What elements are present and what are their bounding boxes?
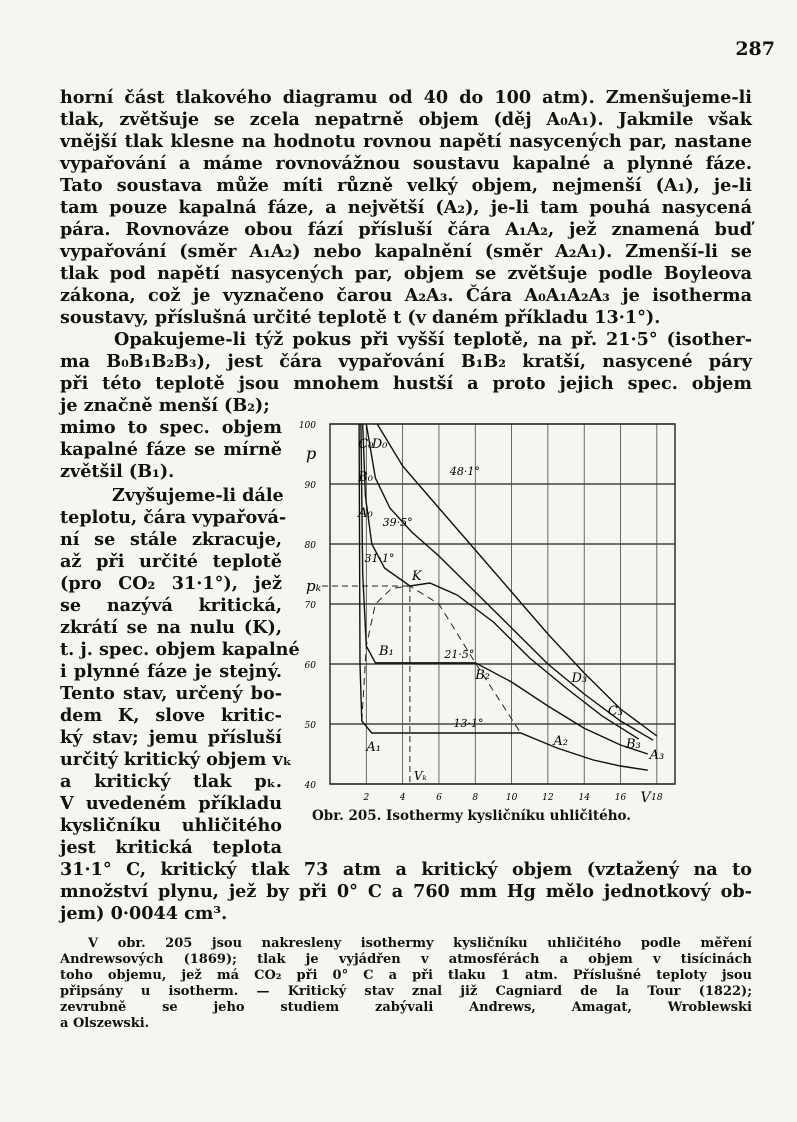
text-line: Zvyšujeme-li dále bbox=[112, 485, 284, 506]
point-label: B₁ bbox=[379, 644, 394, 659]
x-tick-label: 18 bbox=[651, 793, 663, 803]
y-tick-label: 40 bbox=[304, 781, 316, 791]
x-tick-label: 14 bbox=[578, 793, 590, 803]
point-label: A₁ bbox=[366, 740, 381, 755]
isotherm-label: 39·5° bbox=[382, 516, 413, 529]
text-line: zákona, což je vyznačeno čarou A₂A₃. Čára A₀A₁A₂A₃ je isotherma bbox=[60, 285, 752, 306]
text-line: horní část tlakového diagramu od 40 do 100 atm). Zmenšujeme-li bbox=[60, 87, 752, 108]
text-line: Opakujeme-li týž pokus při vyšší teplotě, na př. 21·5° (isother- bbox=[114, 329, 752, 350]
text-line: tlak pod napětí nasycených par, objem se zvětšuje podle Boyleova bbox=[60, 263, 752, 284]
critical-pressure-label: pₖ bbox=[306, 577, 322, 595]
point-label: B₀ bbox=[358, 470, 373, 485]
isotherm-label: 48·1° bbox=[449, 465, 480, 478]
text-line: mimo to spec. objem bbox=[60, 417, 282, 438]
y-tick-label: 60 bbox=[304, 661, 316, 671]
point-label: C₀ bbox=[358, 437, 374, 452]
text-line: kysličníku uhličitého bbox=[60, 815, 282, 836]
text-line: se nazývá kritická, bbox=[60, 595, 282, 616]
y-tick-label: 80 bbox=[304, 541, 316, 551]
text-line: vypařování a máme rovnovážnou soustavu kapalné a plynné fáze. bbox=[60, 153, 752, 174]
footnote-line: V obr. 205 jsou nakresleny isothermy kysličníku uhličitého podle měření bbox=[88, 936, 752, 951]
isotherm-215 bbox=[361, 424, 648, 754]
text-line: dem K, slove kritic- bbox=[60, 705, 282, 726]
x-tick-label: 4 bbox=[399, 793, 406, 803]
text-line: (pro CO₂ 31·1°), jež bbox=[60, 573, 282, 594]
text-line: zkrátí se na nulu (K), bbox=[60, 617, 282, 638]
x-tick-label: 10 bbox=[505, 793, 518, 803]
isotherm-395 bbox=[366, 424, 653, 740]
page-number: 287 bbox=[735, 38, 775, 60]
point-label: A₃ bbox=[649, 747, 665, 763]
figure-caption: Obr. 205. Isothermy kysličníku uhličitého. bbox=[312, 808, 631, 824]
text-line: i plynné fáze je stejný. bbox=[60, 661, 282, 682]
text-line: až při určité teplotě bbox=[60, 551, 282, 572]
footnote-line: zevrubně se jeho studiem zabývali Andrews, Amagat, Wroblewski bbox=[60, 1000, 752, 1015]
text-line: V uvedeném příkladu bbox=[60, 793, 282, 814]
isotherm-label: 21·5° bbox=[444, 648, 475, 661]
x-tick-label: 12 bbox=[542, 793, 554, 803]
y-tick-label: 100 bbox=[298, 421, 316, 431]
text-line: Tento stav, určený bo- bbox=[60, 683, 282, 704]
x-tick-label: 2 bbox=[363, 793, 370, 803]
text-line: a kritický tlak pₖ. bbox=[60, 771, 282, 792]
text-line: jest kritická teplota bbox=[60, 837, 282, 858]
footnote-line: Andrewsových (1869); tlak je vyjádřen v atmosférách a objem v tisícinách bbox=[60, 952, 752, 967]
y-tick-label: 90 bbox=[304, 481, 316, 491]
critical-point-label: K bbox=[411, 569, 422, 584]
text-line: určitý kritický objem vₖ bbox=[60, 749, 292, 770]
chart-grid bbox=[299, 421, 675, 803]
text-line: ní se stále zkracuje, bbox=[60, 529, 282, 550]
text-line: Tato soustava může míti různě velký objem, nejmenší (A₁), je-li bbox=[60, 175, 752, 196]
text-line: 31·1° C, kritický tlak 73 atm a kritický objem (vztažený na to bbox=[60, 859, 752, 880]
text-line: teplotu, čára vypařová- bbox=[60, 507, 287, 528]
y-tick-label: 50 bbox=[304, 721, 316, 731]
x-tick-label: 6 bbox=[436, 793, 442, 803]
y-axis-label: p bbox=[306, 444, 317, 463]
footnote-line: toho objemu, jež má CO₂ při 0° C a při tlaku 1 atm. Příslušné teploty jsou bbox=[60, 968, 752, 983]
critical-volume-label: Vₖ bbox=[413, 769, 427, 783]
text-line: zvětšil (B₁). bbox=[60, 461, 175, 482]
y-tick-label: 70 bbox=[304, 601, 316, 611]
isotherm-label: 13·1° bbox=[453, 717, 484, 730]
text-line: ký stav; jemu přísluší bbox=[60, 727, 282, 748]
text-line: ma B₀B₁B₂B₃), jest čára vypařování B₁B₂ kratší, nasycené páry bbox=[60, 351, 752, 372]
point-label: D₀ bbox=[371, 437, 388, 452]
saturation-boundary bbox=[362, 586, 521, 733]
text-line: soustavy, příslušná určité teplotě t (v daném příkladu 13·1°). bbox=[60, 307, 661, 328]
text-line: vnější tlak klesne na hodnotu rovnou napětí nasycených par, nastane bbox=[60, 131, 752, 152]
point-label: B₃ bbox=[625, 737, 641, 752]
point-label: C₃ bbox=[607, 704, 623, 719]
x-axis-label: V bbox=[640, 790, 651, 804]
text-line: kapalné fáze se mírně bbox=[60, 439, 282, 460]
text-line: při této teplotě jsou mnohem hustší a proto jejich spec. objem bbox=[60, 373, 752, 394]
text-line: jem) 0·0044 cm³. bbox=[60, 903, 228, 924]
text-line: vypařování (směr A₁A₂) nebo kapalnění (směr A₂A₁). Zmenší-li se bbox=[60, 241, 752, 262]
isotherm-chart bbox=[290, 414, 690, 804]
isotherm-label: 31·1° bbox=[364, 552, 395, 565]
text-line: je značně menší (B₂); bbox=[60, 395, 270, 416]
isotherm-311 bbox=[363, 424, 639, 739]
text-line: množství plynu, jež by při 0° C a 760 mm Hg mělo jednotkový ob- bbox=[60, 881, 752, 902]
x-tick-label: 16 bbox=[614, 793, 627, 803]
text-line: tlak, zvětšuje se zcela nepatrně objem (děj A₀A₁). Jakmile však bbox=[60, 109, 752, 130]
point-label: D₃ bbox=[571, 671, 588, 686]
point-label: A₂ bbox=[553, 734, 568, 749]
footnote-line: připsány u isotherm. — Kritický stav znal již Cagniard de la Tour (1822); bbox=[60, 984, 752, 999]
point-label: A₀ bbox=[358, 506, 373, 521]
text-line: t. j. spec. objem kapalné bbox=[60, 639, 300, 660]
text-line: tam pouze kapalná fáze, a největší (A₂), je-li tam pouhá nasycená bbox=[60, 197, 752, 218]
footnote-line: a Olszewski. bbox=[60, 1016, 150, 1031]
text-line: pára. Rovnováze obou fází přísluší čára A₁A₂, jež znamená buď bbox=[60, 219, 752, 240]
x-tick-label: 8 bbox=[472, 793, 479, 803]
point-label: B₂ bbox=[475, 668, 491, 683]
